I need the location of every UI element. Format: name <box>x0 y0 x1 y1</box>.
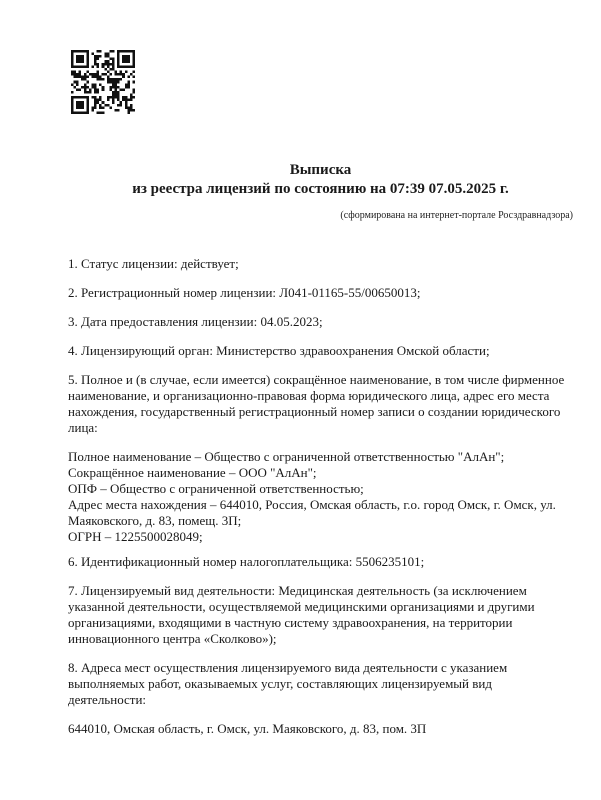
license-status: 1. Статус лицензии: действует; <box>68 256 239 271</box>
licensee-details <box>68 449 573 545</box>
activity-address: 644010, Омская область, г. Омск, ул. Маяковского, д. 83, пом. 3П <box>68 721 427 736</box>
item5-heading: 5. Полное и (в случае, если имеется) сокращённое наименование, в том числе фирменное наименование, и организационно-правовая форма юридического лица, адрес его места нахождения, государственный регистрационный номер записи о создании юридического лица: <box>68 372 565 435</box>
document-subtitle: (сформирована на интернет-портале Росздравнадзора) <box>340 210 573 221</box>
document-body <box>68 161 573 737</box>
license-grant-date: 3. Дата предоставления лицензии: 04.05.2023; <box>68 314 323 329</box>
licensing-authority: 4. Лицензирующий орган: Министерство здравоохранения Омской области; <box>68 343 490 358</box>
legal-address-line: Адрес места нахождения – 644010, Россия, Омская область, г.о. город Омск, г. Омск, ул. Маяковского, д. 83, помещ. 3П; <box>68 497 556 528</box>
document-title-line2: из реестра лицензий по состоянию на 07:39 07.05.2025 г. <box>132 181 509 197</box>
licensed-activity: 7. Лицензируемый вид деятельности: Медицинская деятельность (за исключением указанной деятельности, осуществляемой медицинскими организациями и другими организациями, входящими в частную систему здравоохранения, на территории инновационного центра «Сколково»); <box>68 583 535 646</box>
document-title-line1: Выписка <box>289 162 352 178</box>
ogrn-line: ОГРН – 1225500028049; <box>68 529 203 544</box>
item8-heading: 8. Адреса мест осуществления лицензируемого вида деятельности с указанием выполняемых работ, оказываемых услуг, составляющих лицензируемый вид деятельности: <box>68 660 508 707</box>
inn-line: 6. Идентификационный номер налогоплательщика: 5506235101; <box>68 554 425 569</box>
full-name-line: Полное наименование – Общество с ограниченной ответственностью "АлАн"; <box>68 449 505 464</box>
opf-line: ОПФ – Общество с ограниченной ответственностью; <box>68 481 364 496</box>
qr-code-icon <box>71 50 135 114</box>
short-name-line: Сокращённое наименование – ООО "АлАн"; <box>68 465 317 480</box>
license-reg-number: 2. Регистрационный номер лицензии: Л041-01165-55/00650013; <box>68 285 421 300</box>
